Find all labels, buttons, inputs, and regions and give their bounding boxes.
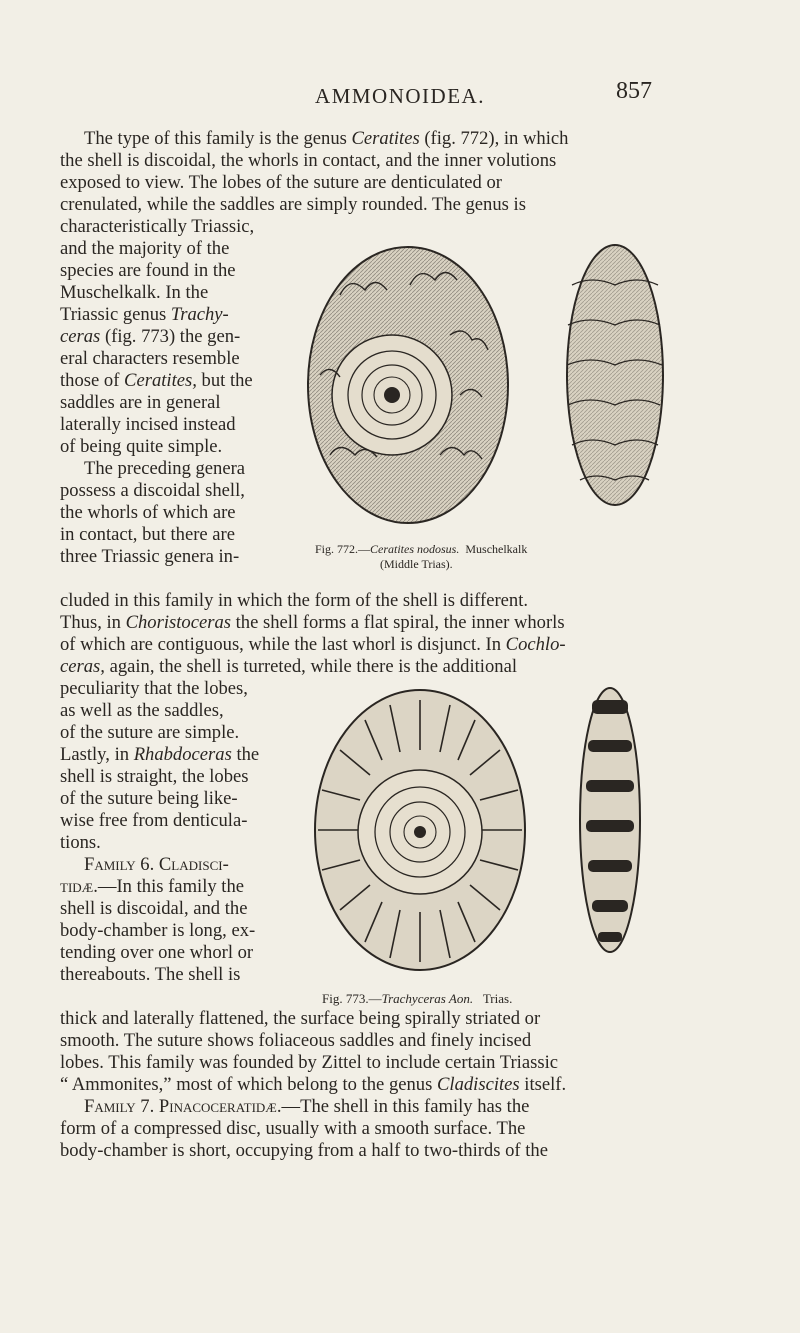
text-line: of the suture are simple. — [60, 722, 240, 743]
text-line: species are found in the — [60, 260, 236, 281]
text-line: thick and laterally flattened, the surface being spirally striated or — [60, 1008, 541, 1029]
column-text-lower — [60, 678, 300, 986]
paragraph-families — [60, 1008, 658, 1162]
text-line: laterally incised instead — [60, 414, 236, 435]
text-line: smooth. The suture shows foliaceous saddles and finely incised — [60, 1030, 532, 1051]
text-line: in contact, but there are — [60, 524, 236, 545]
ammonite-side-view — [308, 247, 508, 523]
figure-772-age: (Middle Trias). — [380, 557, 453, 571]
text-line: Lastly, in Rhabdoceras the — [60, 744, 260, 765]
text-line: “ Ammonites,” most of which belong to the genus Cladiscites itself. — [60, 1074, 567, 1095]
page-number: 857 — [616, 78, 652, 104]
text-line: form of a compressed disc, usually with a smooth surface. The — [60, 1118, 526, 1139]
text-line: The preceding genera — [84, 458, 246, 479]
text-line: the whorls of which are — [60, 502, 236, 523]
text-line: shell is straight, the lobes — [60, 766, 249, 787]
column-text-upper — [60, 216, 300, 568]
paragraph-ceratites — [60, 128, 658, 216]
text-line: as well as the saddles, — [60, 700, 224, 721]
ammonite-front-view — [580, 688, 640, 952]
text-line: eral characters resemble — [60, 348, 240, 369]
text-line: tions. — [60, 832, 101, 853]
text-line: Family 6. Cladisci- — [84, 854, 229, 875]
text-line: of being quite simple. — [60, 436, 223, 457]
text-line: ceras, again, the shell is turreted, while there is the additional — [60, 656, 517, 677]
text-line: lobes. This family was founded by Zittel to include certain Triassic — [60, 1052, 558, 1073]
text-line: three Triassic genera in- — [60, 546, 240, 567]
text-line: exposed to view. The lobes of the suture are denticulated or — [60, 172, 502, 193]
figure-773-illustration — [310, 680, 670, 985]
text-line: body-chamber is short, occupying from a half to two-thirds of the — [60, 1140, 548, 1161]
figure-773-caption: Fig. 773.—Trachyceras Aon. Trias. — [322, 991, 513, 1006]
text-line: tidæ.—In this family the — [60, 876, 245, 897]
text-line: body-chamber is long, ex- — [60, 920, 256, 941]
ammonite-front-view — [567, 245, 663, 505]
text-line: of which are contiguous, while the last whorl is disjunct. In Cochlo- — [60, 634, 566, 655]
text-line: peculiarity that the lobes, — [60, 678, 248, 699]
text-line: The type of this family is the genus Ceratites (fig. 772), in which — [84, 128, 569, 149]
text-line: shell is discoidal, and the — [60, 898, 248, 919]
figure-772-caption: Fig. 772.—Ceratites nodosus. Muschelkalk — [315, 542, 528, 556]
text-line: saddles are in general — [60, 392, 221, 413]
text-line: of the suture being like- — [60, 788, 238, 809]
text-line: thereabouts. The shell is — [60, 964, 241, 985]
text-line: characteristically Triassic, — [60, 216, 255, 237]
text-line: crenulated, while the saddles are simply rounded. The genus is — [60, 194, 526, 215]
running-title: AMMONOIDEA. — [315, 84, 485, 108]
text-line: and the majority of the — [60, 238, 230, 259]
text-line: cluded in this family in which the form of the shell is different. — [60, 590, 529, 611]
ammonite-side-view — [315, 690, 525, 970]
paragraph-triassic-genera — [60, 590, 658, 678]
text-line: wise free from denticula- — [60, 810, 248, 831]
text-line: possess a discoidal shell, — [60, 480, 245, 501]
figure-772-illustration — [300, 225, 670, 540]
text-line: tending over one whorl or — [60, 942, 254, 963]
text-line: the shell is discoidal, the whorls in contact, and the inner volutions — [60, 150, 557, 171]
text-line: Thus, in Choristoceras the shell forms a flat spiral, the inner whorls — [60, 612, 565, 633]
text-line: ceras (fig. 773) the gen- — [60, 326, 241, 347]
text-line: those of Ceratites, but the — [60, 370, 253, 391]
text-line: Family 7. Pinacoceratidæ.—The shell in this family has the — [84, 1096, 530, 1117]
text-line: Muschelkalk. In the — [60, 282, 209, 303]
text-line: Triassic genus Trachy- — [60, 304, 229, 325]
